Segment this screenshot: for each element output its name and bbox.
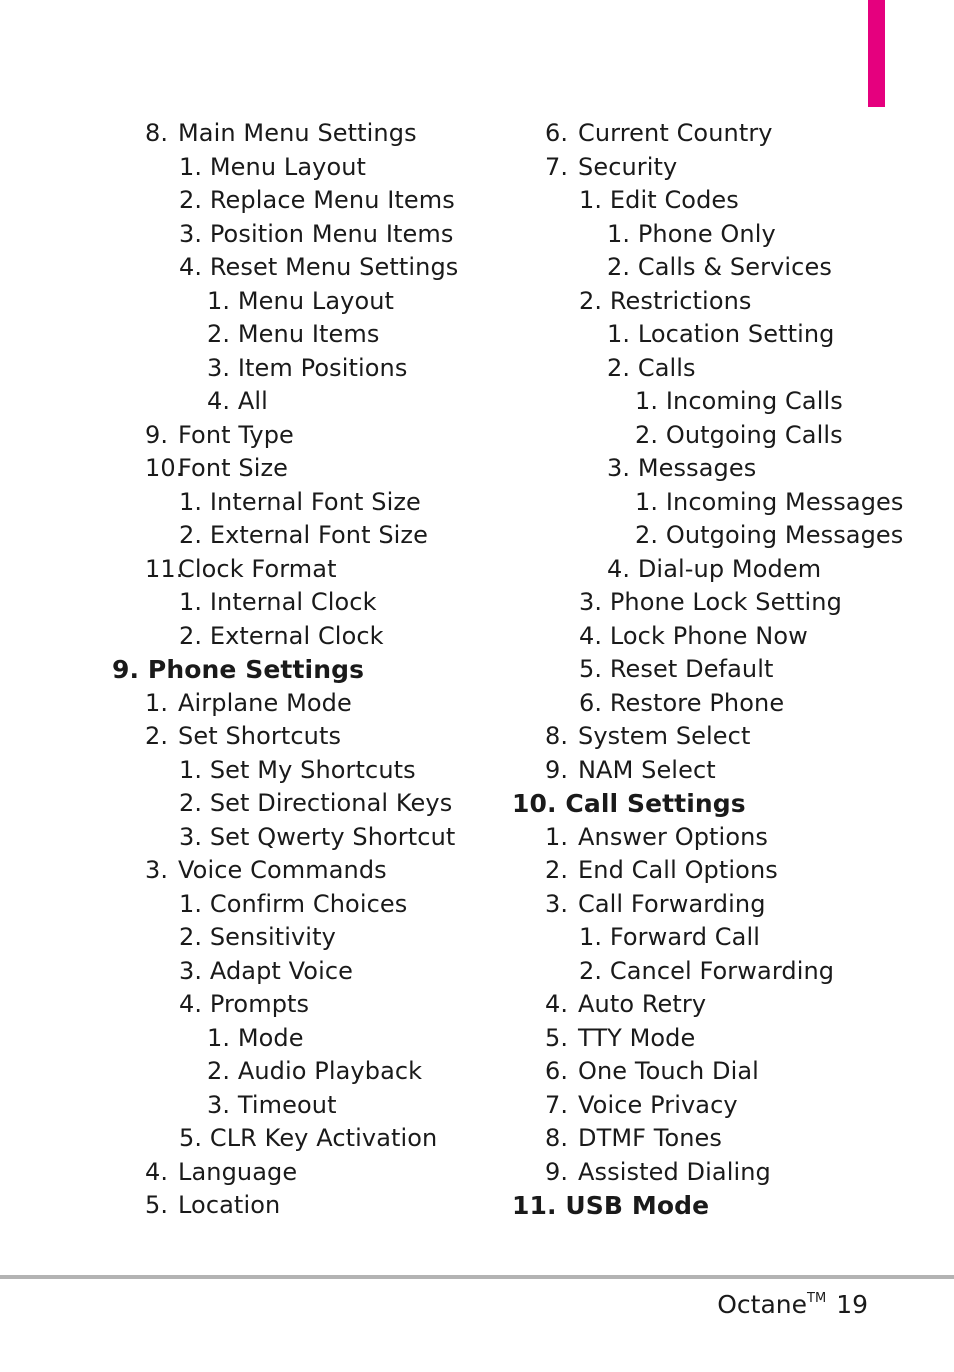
menu-item-label: Audio Playback <box>237 1057 423 1085</box>
menu-item-label: DTMF Tones <box>578 1124 723 1152</box>
menu-item-number: 1. <box>635 387 659 415</box>
menu-item-number: 2. <box>179 621 203 650</box>
menu-item-level-4 <box>512 519 932 553</box>
menu-item-level-1 <box>112 720 532 754</box>
menu-item-level-3 <box>512 251 932 285</box>
menu-item-level-2 <box>112 955 532 989</box>
menu-item-number: 1. <box>607 219 631 248</box>
menu-item-number: 1. <box>145 688 169 717</box>
menu-item-label: USB Mode <box>565 1191 710 1220</box>
menu-item-number: 2. <box>207 320 231 348</box>
menu-item-label: Edit Codes <box>609 186 739 214</box>
menu-item-label: Forward Call <box>609 923 760 951</box>
menu-item-number: 1. <box>207 1023 231 1052</box>
menu-item-level-3 <box>112 1089 532 1123</box>
menu-item-number: 1. <box>179 755 203 784</box>
menu-item-number: 1. <box>545 822 569 851</box>
menu-item-label: Calls & Services <box>637 253 832 281</box>
menu-item-number: 2. <box>579 286 603 315</box>
menu-item-level-2 <box>112 787 532 821</box>
menu-item-number: 2. <box>179 186 203 214</box>
menu-item-level-1 <box>512 888 932 922</box>
menu-item-level-2 <box>512 586 932 620</box>
menu-item-number: 4. <box>179 253 203 281</box>
menu-item-label: Mode <box>237 1023 304 1052</box>
menu-item-level-1 <box>512 988 932 1022</box>
page-footer <box>717 1290 868 1319</box>
menu-item-number: 10. <box>145 454 184 482</box>
menu-item-label: Item Positions <box>237 353 408 382</box>
menu-item-number: 3. <box>179 219 203 248</box>
menu-item-label: All <box>237 387 268 415</box>
menu-item-level-2 <box>112 184 532 218</box>
menu-item-number: 1. <box>179 152 203 181</box>
menu-item-level-2 <box>512 184 932 218</box>
menu-item-label: Incoming Calls <box>665 387 843 415</box>
menu-item-number: 9. <box>545 1157 569 1186</box>
menu-item-number: 2. <box>145 722 169 750</box>
menu-item-number: 1. <box>207 286 231 315</box>
menu-item-level-1 <box>512 117 932 151</box>
menu-item-label: Airplane Mode <box>178 688 352 717</box>
menu-item-label: Set My Shortcuts <box>209 755 416 784</box>
section-accent-tab <box>868 0 885 107</box>
menu-item-number: 4. <box>145 1157 169 1186</box>
footer-divider <box>0 1275 954 1279</box>
menu-item-number: 1. <box>179 889 203 918</box>
trademark-mark: TM <box>807 1291 827 1306</box>
menu-item-number: 10. <box>512 789 557 818</box>
menu-item-label: External Font Size <box>209 521 428 549</box>
menu-item-label: Calls <box>637 353 696 382</box>
menu-item-level-3 <box>512 452 932 486</box>
menu-item-level-4 <box>512 419 932 453</box>
menu-item-level-2 <box>112 988 532 1022</box>
menu-item-level-2 <box>112 486 532 520</box>
menu-item-label: Menu Items <box>237 320 380 348</box>
menu-item-level-2 <box>112 519 532 553</box>
menu-item-number: 1. <box>179 588 203 616</box>
menu-item-level-3 <box>512 318 932 352</box>
menu-item-level-2 <box>512 687 932 721</box>
menu-item-label: Incoming Messages <box>665 487 904 516</box>
menu-item-number: 1. <box>607 320 631 348</box>
menu-item-label: Main Menu Settings <box>178 119 417 147</box>
menu-item-label: Font Size <box>178 454 289 482</box>
menu-item-label: Phone Lock Setting <box>609 588 842 616</box>
menu-item-number: 3. <box>607 454 631 482</box>
menu-item-label: External Clock <box>209 621 384 650</box>
menu-item-label: Call Forwarding <box>578 889 766 918</box>
menu-item-label: Phone Only <box>637 219 776 248</box>
menu-item-level-1 <box>512 720 932 754</box>
menu-item-label: Sensitivity <box>209 923 336 951</box>
menu-item-label: Replace Menu Items <box>209 186 455 214</box>
menu-item-label: Position Menu Items <box>209 219 454 248</box>
menu-item-label: Security <box>578 152 678 181</box>
menu-item-number: 8. <box>545 722 569 750</box>
menu-item-number: 3. <box>179 822 203 851</box>
menu-item-level-1 <box>512 1156 932 1190</box>
menu-item-number: 5. <box>545 1023 569 1052</box>
menu-item-level-2 <box>112 218 532 252</box>
menu-item-number: 5. <box>179 1124 203 1152</box>
menu-item-label: Answer Options <box>578 822 769 851</box>
menu-item-label: CLR Key Activation <box>209 1124 438 1152</box>
menu-item-level-2 <box>112 586 532 620</box>
menu-item-label: One Touch Dial <box>578 1057 759 1085</box>
menu-item-label: Call Settings <box>565 789 746 818</box>
menu-item-label: Menu Layout <box>237 286 395 315</box>
menu-item-level-1 <box>512 1022 932 1056</box>
menu-item-number: 11. <box>145 554 184 583</box>
menu-item-level-2 <box>512 285 932 319</box>
menu-item-number: 11. <box>512 1191 557 1220</box>
menu-item-label: Location Setting <box>637 320 835 348</box>
menu-item-label: Reset Menu Settings <box>209 253 459 281</box>
menu-item-level-2 <box>112 921 532 955</box>
section-heading <box>112 653 532 687</box>
menu-item-number: 4. <box>545 990 569 1018</box>
menu-item-level-2 <box>512 921 932 955</box>
menu-item-label: Confirm Choices <box>209 889 408 918</box>
menu-item-label: Font Type <box>178 420 294 449</box>
menu-item-label: Dial-up Modem <box>637 554 822 583</box>
menu-item-label: Auto Retry <box>578 990 707 1018</box>
menu-item-number: 1. <box>579 923 603 951</box>
menu-item-number: 3. <box>207 353 231 382</box>
page-number: 19 <box>836 1290 868 1319</box>
menu-item-label: Restore Phone <box>609 688 785 717</box>
menu-item-level-1 <box>512 854 932 888</box>
menu-item-level-2 <box>112 821 532 855</box>
menu-item-number: 3. <box>545 889 569 918</box>
menu-item-number: 4. <box>179 990 203 1018</box>
menu-item-number: 4. <box>579 621 603 650</box>
menu-item-level-1 <box>512 1122 932 1156</box>
menu-item-number: 2. <box>545 856 569 884</box>
menu-item-label: Language <box>178 1157 298 1186</box>
menu-item-level-1 <box>112 553 532 587</box>
menu-item-level-3 <box>112 1022 532 1056</box>
menu-item-label: Voice Commands <box>178 856 387 884</box>
menu-tree-right-column <box>512 117 932 1223</box>
menu-item-label: Phone Settings <box>147 655 365 684</box>
menu-item-number: 1. <box>179 487 203 516</box>
menu-item-label: Clock Format <box>178 554 337 583</box>
menu-item-level-3 <box>512 553 932 587</box>
menu-item-number: 2. <box>635 521 659 549</box>
menu-item-number: 2. <box>607 353 631 382</box>
menu-item-level-3 <box>512 218 932 252</box>
menu-item-number: 2. <box>207 1057 231 1085</box>
menu-item-level-1 <box>112 1189 532 1223</box>
menu-item-number: 2. <box>179 923 203 951</box>
menu-item-level-3 <box>112 352 532 386</box>
menu-item-number: 2. <box>579 956 603 985</box>
menu-item-label: Adapt Voice <box>209 956 354 985</box>
menu-item-level-2 <box>512 653 932 687</box>
menu-item-number: 7. <box>545 152 569 181</box>
menu-item-label: Assisted Dialing <box>578 1157 771 1186</box>
menu-item-level-3 <box>112 1055 532 1089</box>
menu-item-level-3 <box>112 285 532 319</box>
menu-item-label: Set Shortcuts <box>178 722 342 750</box>
menu-item-level-2 <box>112 888 532 922</box>
menu-item-number: 6. <box>579 688 603 717</box>
menu-item-level-3 <box>512 352 932 386</box>
menu-item-number: 6. <box>545 119 569 147</box>
menu-item-level-1 <box>112 419 532 453</box>
menu-item-label: Voice Privacy <box>578 1090 738 1119</box>
section-heading <box>512 1189 932 1223</box>
menu-item-label: Set Directional Keys <box>209 789 453 817</box>
menu-item-number: 2. <box>179 521 203 549</box>
menu-item-number: 2. <box>607 253 631 281</box>
menu-item-level-2 <box>512 620 932 654</box>
menu-item-label: Location <box>178 1191 281 1219</box>
menu-item-number: 8. <box>145 119 169 147</box>
menu-item-level-1 <box>512 821 932 855</box>
menu-item-number: 2. <box>179 789 203 817</box>
menu-item-level-3 <box>112 385 532 419</box>
menu-item-level-1 <box>512 754 932 788</box>
menu-item-label: TTY Mode <box>578 1023 696 1052</box>
menu-item-level-1 <box>112 854 532 888</box>
menu-item-label: Timeout <box>237 1090 337 1119</box>
menu-item-number: 3. <box>579 588 603 616</box>
menu-item-level-1 <box>112 1156 532 1190</box>
menu-item-number: 2. <box>635 420 659 449</box>
menu-item-number: 7. <box>545 1090 569 1119</box>
menu-item-level-2 <box>112 620 532 654</box>
menu-item-level-2 <box>112 251 532 285</box>
menu-item-number: 4. <box>207 387 231 415</box>
menu-item-label: Restrictions <box>609 286 752 315</box>
menu-item-level-1 <box>512 151 932 185</box>
menu-item-label: Set Qwerty Shortcut <box>209 822 456 851</box>
section-heading <box>512 787 932 821</box>
menu-item-label: Internal Font Size <box>209 487 421 516</box>
menu-item-label: End Call Options <box>578 856 778 884</box>
menu-item-number: 1. <box>579 186 603 214</box>
menu-item-level-1 <box>512 1055 932 1089</box>
menu-item-label: Current Country <box>578 119 773 147</box>
menu-item-label: Outgoing Calls <box>665 420 843 449</box>
menu-item-label: System Select <box>578 722 751 750</box>
menu-item-level-2 <box>512 955 932 989</box>
menu-item-level-1 <box>112 687 532 721</box>
menu-item-number: 5. <box>579 655 603 683</box>
menu-item-level-2 <box>112 754 532 788</box>
menu-item-number: 1. <box>635 487 659 516</box>
menu-item-label: Reset Default <box>609 655 774 683</box>
menu-item-number: 3. <box>207 1090 231 1119</box>
menu-item-number: 9. <box>545 755 569 784</box>
menu-item-label: Menu Layout <box>209 152 367 181</box>
menu-item-number: 3. <box>179 956 203 985</box>
menu-item-number: 9. <box>112 655 140 684</box>
menu-item-label: Cancel Forwarding <box>609 956 835 985</box>
menu-item-level-1 <box>112 117 532 151</box>
menu-item-number: 8. <box>545 1124 569 1152</box>
menu-item-level-1 <box>112 452 532 486</box>
product-name: Octane <box>717 1290 808 1319</box>
menu-item-label: Lock Phone Now <box>609 621 808 650</box>
menu-item-level-3 <box>112 318 532 352</box>
menu-item-label: Internal Clock <box>209 588 377 616</box>
menu-item-label: Prompts <box>209 990 310 1018</box>
menu-item-number: 9. <box>145 420 169 449</box>
menu-item-number: 5. <box>145 1191 169 1219</box>
menu-item-number: 3. <box>145 856 169 884</box>
menu-item-label: Outgoing Messages <box>665 521 904 549</box>
menu-item-label: Messages <box>637 454 757 482</box>
menu-item-level-4 <box>512 385 932 419</box>
menu-item-label: NAM Select <box>578 755 716 784</box>
menu-item-level-4 <box>512 486 932 520</box>
menu-tree-left-column <box>112 117 532 1223</box>
menu-item-level-2 <box>112 1122 532 1156</box>
menu-item-level-2 <box>112 151 532 185</box>
menu-item-level-1 <box>512 1089 932 1123</box>
menu-item-number: 6. <box>545 1057 569 1085</box>
menu-item-number: 4. <box>607 554 631 583</box>
